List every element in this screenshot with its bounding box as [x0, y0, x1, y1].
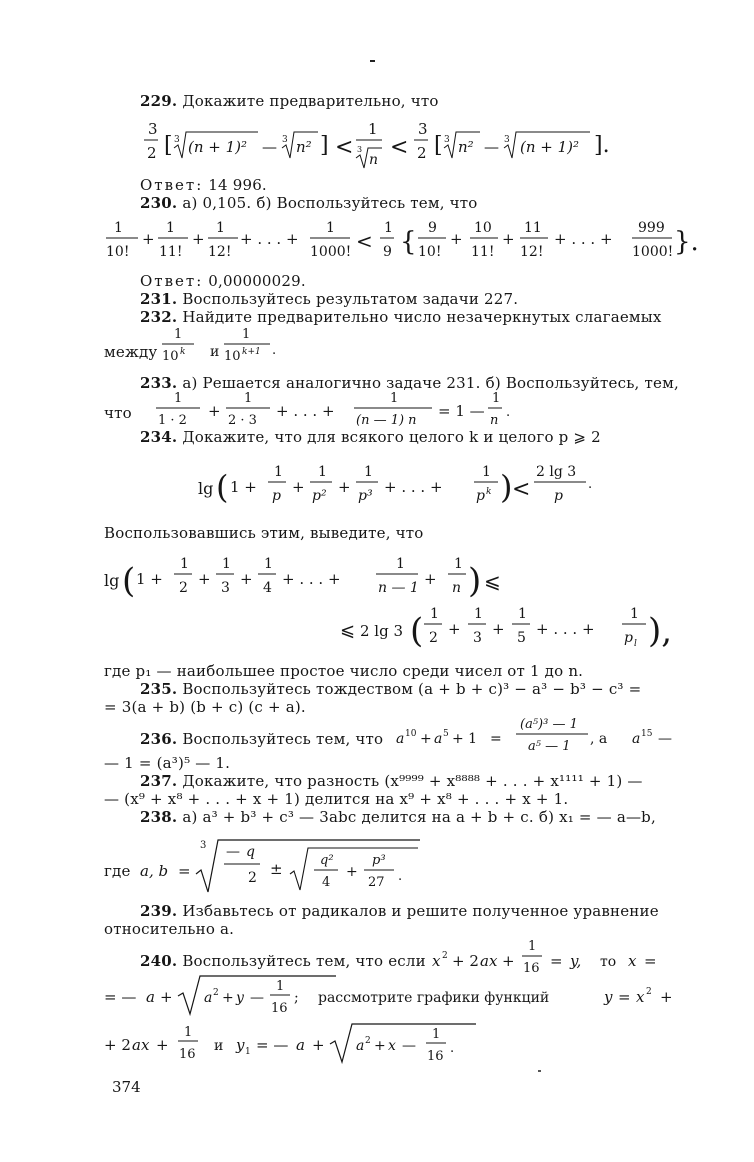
svg-text:1: 1: [222, 556, 231, 572]
svg-text:16: 16: [523, 961, 540, 976]
svg-text:y: y: [236, 1036, 245, 1054]
svg-text:1: 1: [630, 606, 639, 622]
svg-text:y: y: [236, 990, 244, 1006]
problem-233-number: 233.: [140, 374, 178, 392]
svg-text:= —: = —: [256, 1036, 289, 1054]
svg-text:±: ±: [270, 860, 283, 878]
svg-text:p: p: [272, 488, 281, 504]
formula-233: [150, 388, 550, 432]
svg-text:+ . . . +: + . . . +: [384, 478, 443, 496]
svg-text:{: {: [400, 227, 417, 257]
problem-229-number: 229.: [140, 92, 178, 110]
svg-text:<: <: [390, 135, 409, 160]
svg-text:a: a: [396, 731, 405, 747]
svg-text:+: +: [208, 402, 221, 420]
svg-text:—: —: [250, 990, 264, 1006]
print-speck: [370, 60, 375, 62]
svg-text:+: +: [142, 230, 155, 248]
problem-233-that: что: [104, 404, 132, 422]
svg-text:x: x: [388, 1038, 396, 1054]
problem-235-line2: = 3(a + b) (b + c) (c + a).: [104, 698, 306, 716]
svg-text:3: 3: [200, 840, 207, 851]
svg-text:1: 1: [244, 391, 253, 406]
svg-text:+: +: [160, 988, 173, 1006]
svg-text:p³: p³: [372, 853, 386, 868]
svg-text:k+1: k+1: [242, 347, 261, 357]
svg-text:3: 3: [148, 120, 158, 138]
svg-text:=: =: [178, 862, 191, 880]
svg-text:p: p: [624, 630, 633, 646]
problem-231-line: [140, 290, 518, 308]
svg-text:(n + 1)²: (n + 1)²: [188, 138, 248, 156]
svg-text:x: x: [432, 952, 441, 970]
svg-text:x: x: [628, 952, 637, 970]
svg-text:n²: n²: [458, 138, 474, 156]
problem-238-where: где: [104, 862, 131, 880]
svg-text:]: ]: [320, 133, 329, 158]
svg-text:10: 10: [162, 349, 179, 364]
svg-text:1: 1: [518, 606, 527, 622]
problem-234-where: где p₁ — наибольшее простое число среди чисел от 1 до n.: [104, 662, 584, 680]
svg-text:2: 2: [248, 870, 257, 886]
svg-text:+: +: [502, 952, 515, 970]
svg-text:1: 1: [396, 556, 405, 572]
svg-text:lg: lg: [198, 479, 214, 498]
svg-text:—: —: [484, 138, 499, 156]
svg-text:n: n: [452, 580, 462, 596]
problem-236-comma-a: , а: [590, 731, 608, 747]
svg-text:2: 2: [429, 630, 438, 646]
svg-text:ax: ax: [132, 1036, 150, 1054]
problem-240-line: [140, 952, 426, 970]
svg-text:a: a: [434, 731, 443, 747]
formula-232: [158, 324, 298, 368]
svg-text:y,: y,: [570, 952, 582, 970]
problem-232-and: и: [210, 344, 220, 360]
svg-text:+ . . . +: + . . . +: [282, 570, 341, 588]
svg-text:10!: 10!: [106, 244, 130, 260]
svg-text:1: 1: [368, 120, 378, 138]
svg-text:(n + 1)²: (n + 1)²: [520, 138, 580, 156]
svg-text:1: 1: [430, 606, 439, 622]
svg-text:+: +: [492, 620, 505, 638]
problem-231-number: 231.: [140, 290, 178, 308]
problem-234-line: [140, 428, 601, 446]
page-number: 374: [112, 1078, 141, 1096]
svg-text:<: <: [512, 477, 531, 502]
problem-237-number: 237.: [140, 772, 178, 790]
problem-240-consider: рассмотрите графики функций: [318, 990, 550, 1006]
problem-233-text: а) Решается аналогично задаче 231. б) Воспользуйтесь, тем,: [182, 374, 679, 392]
svg-text:1000!: 1000!: [632, 244, 674, 260]
svg-text:—: —: [658, 731, 672, 747]
svg-text:[: [: [434, 133, 443, 158]
svg-text:11: 11: [524, 220, 542, 236]
svg-text:1: 1: [180, 556, 189, 572]
svg-text:3: 3: [504, 135, 510, 145]
formula-234-c: [330, 600, 690, 660]
problem-232-text: Найдите предварительно число незачеркнутых слагаемых: [182, 308, 662, 326]
svg-text:10!: 10!: [418, 244, 442, 260]
svg-text:n — 1: n — 1: [378, 580, 419, 596]
svg-text:): ): [468, 561, 482, 601]
svg-text:10: 10: [405, 729, 417, 739]
svg-text:+: +: [240, 570, 253, 588]
svg-text:3: 3: [221, 580, 230, 596]
problem-230-line: [140, 194, 478, 212]
svg-text:a: a: [204, 990, 213, 1006]
problem-239-line: [140, 902, 659, 920]
problem-235-number: 235.: [140, 680, 178, 698]
answer-value: 14 996.: [208, 176, 267, 194]
svg-text:q: q: [246, 844, 255, 860]
svg-text:<: <: [335, 135, 354, 160]
svg-text:),: ),: [648, 611, 673, 651]
problem-235-text: Воспользуйтесь тождеством (a + b + c)³ − a³ − b³ − c³ =: [182, 680, 642, 698]
problem-239-number: 239.: [140, 902, 178, 920]
svg-text:2: 2: [442, 951, 448, 961]
svg-text:+: +: [338, 478, 351, 496]
svg-text:k: k: [486, 487, 492, 497]
svg-text:1: 1: [492, 391, 501, 406]
formula-230: [104, 216, 704, 272]
problem-235-line: [140, 680, 641, 698]
svg-text:p: p: [554, 488, 563, 504]
svg-text:9: 9: [383, 244, 392, 260]
svg-text:16: 16: [427, 1049, 444, 1064]
problem-230-text: а) 0,105. б) Воспользуйтесь тем, что: [182, 194, 478, 212]
svg-text:1: 1: [474, 606, 483, 622]
svg-text:+: +: [312, 1036, 325, 1054]
svg-text:q²: q²: [320, 853, 334, 868]
svg-text:2: 2: [147, 144, 157, 162]
svg-text:+ . . . +: + . . . +: [276, 402, 335, 420]
svg-text:11!: 11!: [159, 244, 183, 260]
problem-229-text: Докажите предварительно, что: [182, 92, 439, 110]
formula-240-b: [100, 970, 700, 1020]
svg-text:+: +: [346, 864, 358, 880]
svg-text:+: +: [156, 1036, 169, 1054]
svg-text:12!: 12!: [208, 244, 232, 260]
problem-234-number: 234.: [140, 428, 178, 446]
svg-text:x: x: [636, 988, 645, 1006]
problem-240-number: 240.: [140, 952, 178, 970]
svg-text:5: 5: [517, 630, 526, 646]
problem-230-number: 230.: [140, 194, 178, 212]
svg-text:27: 27: [368, 875, 385, 890]
problem-230-answer: [140, 272, 306, 290]
problem-240-text: Воспользуйтесь тем, что если: [182, 952, 426, 970]
svg-text:lg: lg: [104, 571, 120, 590]
formula-229: [130, 118, 650, 174]
svg-text:<: <: [356, 229, 373, 253]
svg-text:+: +: [192, 230, 205, 248]
svg-text:12!: 12!: [520, 244, 544, 260]
svg-text:): ): [500, 468, 513, 506]
svg-text:+: +: [448, 620, 461, 638]
answer-value: 0,00000029.: [208, 272, 306, 290]
problem-240-and: и: [214, 1038, 224, 1054]
svg-text:1: 1: [384, 220, 393, 236]
svg-text:+: +: [198, 570, 211, 588]
svg-text:(n — 1) n: (n — 1) n: [356, 413, 417, 428]
problem-232-number: 232.: [140, 308, 178, 326]
svg-text:3: 3: [357, 145, 363, 154]
svg-text:n: n: [369, 152, 379, 168]
problem-236-line2: — 1 = (a³)⁵ — 1.: [104, 754, 231, 772]
svg-text:1: 1: [364, 464, 373, 480]
svg-text:⩽: ⩽: [340, 620, 356, 641]
svg-text:= 1 —: = 1 —: [438, 402, 485, 420]
svg-text:l: l: [634, 639, 637, 649]
svg-text:.: .: [398, 869, 403, 884]
svg-text:+ 2: + 2: [104, 1036, 131, 1054]
svg-text:2: 2: [179, 580, 188, 596]
svg-text:3: 3: [282, 135, 288, 145]
svg-text:2: 2: [213, 988, 219, 998]
svg-text:999: 999: [638, 220, 665, 236]
problem-229-answer: [140, 176, 267, 194]
svg-text:5: 5: [443, 729, 449, 739]
svg-text:+: +: [292, 478, 305, 496]
svg-text:n: n: [490, 413, 499, 428]
svg-text:1 · 2: 1 · 2: [158, 413, 187, 428]
svg-text:(: (: [122, 561, 136, 601]
svg-text:15: 15: [641, 729, 653, 739]
svg-text:1: 1: [482, 464, 491, 480]
svg-text:1: 1: [274, 464, 283, 480]
svg-text:=: =: [618, 988, 631, 1006]
svg-text:a: a: [356, 1038, 365, 1054]
svg-text:+ 2: + 2: [452, 952, 479, 970]
svg-text:2 lg 3: 2 lg 3: [536, 464, 577, 480]
svg-text:a: a: [632, 731, 641, 747]
problem-236-number: 236.: [140, 730, 178, 748]
svg-text:a: a: [146, 988, 155, 1006]
svg-text:a: a: [296, 1036, 305, 1054]
svg-text:1: 1: [276, 979, 285, 994]
svg-text:1: 1: [432, 1027, 441, 1042]
problem-231-text: Воспользуйтесь результатом задачи 227.: [182, 290, 519, 308]
svg-text:k: k: [180, 347, 186, 357]
svg-text:1: 1: [318, 464, 327, 480]
svg-text:2 lg 3: 2 lg 3: [360, 622, 404, 640]
svg-text:}.: }.: [674, 227, 699, 257]
svg-text:1: 1: [390, 391, 399, 406]
svg-text:ax: ax: [480, 952, 498, 970]
svg-text:+: +: [450, 230, 463, 248]
svg-text:16: 16: [271, 1001, 288, 1016]
svg-text:3: 3: [473, 630, 482, 646]
svg-text:1: 1: [166, 220, 175, 236]
svg-text:1: 1: [454, 556, 463, 572]
problem-236-text: Воспользуйтесь тем, что: [182, 730, 384, 748]
svg-text:1: 1: [264, 556, 273, 572]
answer-label: Ответ:: [140, 176, 204, 194]
svg-text:1: 1: [216, 220, 225, 236]
svg-text:y: y: [604, 988, 613, 1006]
svg-text:1: 1: [114, 220, 123, 236]
svg-text:a, b: a, b: [140, 862, 169, 880]
svg-text:16: 16: [179, 1047, 196, 1062]
svg-text:1000!: 1000!: [310, 244, 352, 260]
svg-text:—: —: [262, 138, 277, 156]
svg-text:3: 3: [174, 135, 180, 145]
svg-text:;: ;: [294, 990, 299, 1006]
problem-238-line: [140, 808, 656, 826]
svg-text:.: .: [506, 405, 511, 420]
svg-text:+: +: [374, 1038, 386, 1054]
svg-text:+ . . . +: + . . . +: [554, 230, 613, 248]
svg-text:.: .: [450, 1041, 455, 1056]
svg-text:=: =: [644, 952, 657, 970]
problem-232-between: между: [104, 343, 158, 361]
svg-text:=: =: [490, 731, 502, 747]
svg-text:1: 1: [242, 327, 251, 342]
problem-236-line: [140, 730, 383, 748]
svg-text:p²: p²: [312, 488, 327, 504]
svg-text:+: +: [660, 988, 673, 1006]
problem-229-line: [140, 92, 439, 110]
problem-239-line2: относительно a.: [104, 920, 235, 938]
svg-text:a⁵ — 1: a⁵ — 1: [528, 739, 571, 754]
svg-text:1: 1: [326, 220, 335, 236]
answer-label: Ответ:: [140, 272, 204, 290]
svg-text:—: —: [402, 1038, 416, 1054]
svg-text:+ 1: + 1: [452, 731, 478, 747]
formula-236: [392, 712, 692, 762]
problem-237-text: Докажите, что разность (x⁹⁹⁹⁹ + x⁸⁸⁸⁸ + . . . + x¹¹¹¹ + 1) —: [182, 772, 643, 790]
svg-text:3: 3: [444, 135, 450, 145]
svg-text:+ . . . +: + . . . +: [240, 230, 299, 248]
formula-240-c: [100, 1016, 520, 1070]
svg-text:+: +: [424, 570, 437, 588]
problem-237-line: [140, 772, 643, 790]
problem-237-line2: — (x⁹ + x⁸ + . . . + x + 1) делится на x⁹ + x⁸ + . . . + x + 1.: [104, 790, 569, 808]
svg-text:1: 1: [245, 1047, 251, 1057]
svg-text:1: 1: [528, 939, 537, 954]
svg-text:1 +: 1 +: [136, 570, 163, 588]
problem-239-text: Избавьтесь от радикалов и решите полученное уравнение: [182, 902, 659, 920]
svg-text:(: (: [410, 611, 424, 651]
svg-text:+: +: [502, 230, 515, 248]
problem-238-number: 238.: [140, 808, 178, 826]
svg-text:1: 1: [174, 327, 183, 342]
svg-text:= —: = —: [104, 988, 137, 1006]
svg-text:2: 2: [417, 144, 427, 162]
svg-text:9: 9: [428, 220, 437, 236]
svg-text:.: .: [272, 343, 277, 358]
svg-text:+: +: [222, 990, 234, 1006]
svg-text:].: ].: [594, 133, 610, 158]
print-speck: [538, 1070, 541, 1072]
svg-text:.: .: [588, 477, 593, 492]
svg-text:3: 3: [418, 120, 428, 138]
problem-234-text: Докажите, что для всякого целого k и целого p ⩾ 2: [182, 428, 601, 446]
formula-238: [138, 834, 438, 898]
svg-text:1: 1: [184, 1025, 193, 1040]
svg-text:1 +: 1 +: [230, 478, 257, 496]
problem-240-then: то: [600, 954, 617, 970]
formula-234-a: [190, 458, 610, 518]
svg-text:11!: 11!: [471, 244, 495, 260]
svg-text:(: (: [216, 468, 229, 506]
svg-text:2: 2: [646, 987, 652, 997]
svg-text:p: p: [476, 488, 485, 504]
svg-text:+: +: [420, 731, 432, 747]
problem-234-using: Воспользовавшись этим, выведите, что: [104, 524, 424, 542]
svg-text:=: =: [550, 952, 563, 970]
svg-text:10: 10: [224, 349, 241, 364]
svg-text:10: 10: [474, 220, 492, 236]
svg-text:1: 1: [174, 391, 183, 406]
problem-238-text: а) a³ + b³ + c³ — 3abc делится на a + b + c. б) x₁ = — a—b,: [182, 808, 656, 826]
svg-text:+ . . . +: + . . . +: [536, 620, 595, 638]
svg-text:p³: p³: [358, 488, 373, 504]
svg-text:—: —: [226, 844, 240, 860]
svg-text:(a⁵)³ — 1: (a⁵)³ — 1: [520, 717, 578, 732]
svg-text:4: 4: [322, 875, 331, 890]
svg-text:n²: n²: [296, 138, 312, 156]
svg-text:⩽: ⩽: [484, 569, 501, 593]
svg-text:2: 2: [365, 1036, 371, 1046]
svg-text:4: 4: [263, 580, 272, 596]
svg-text:[: [: [164, 133, 173, 158]
svg-text:2 · 3: 2 · 3: [228, 413, 257, 428]
